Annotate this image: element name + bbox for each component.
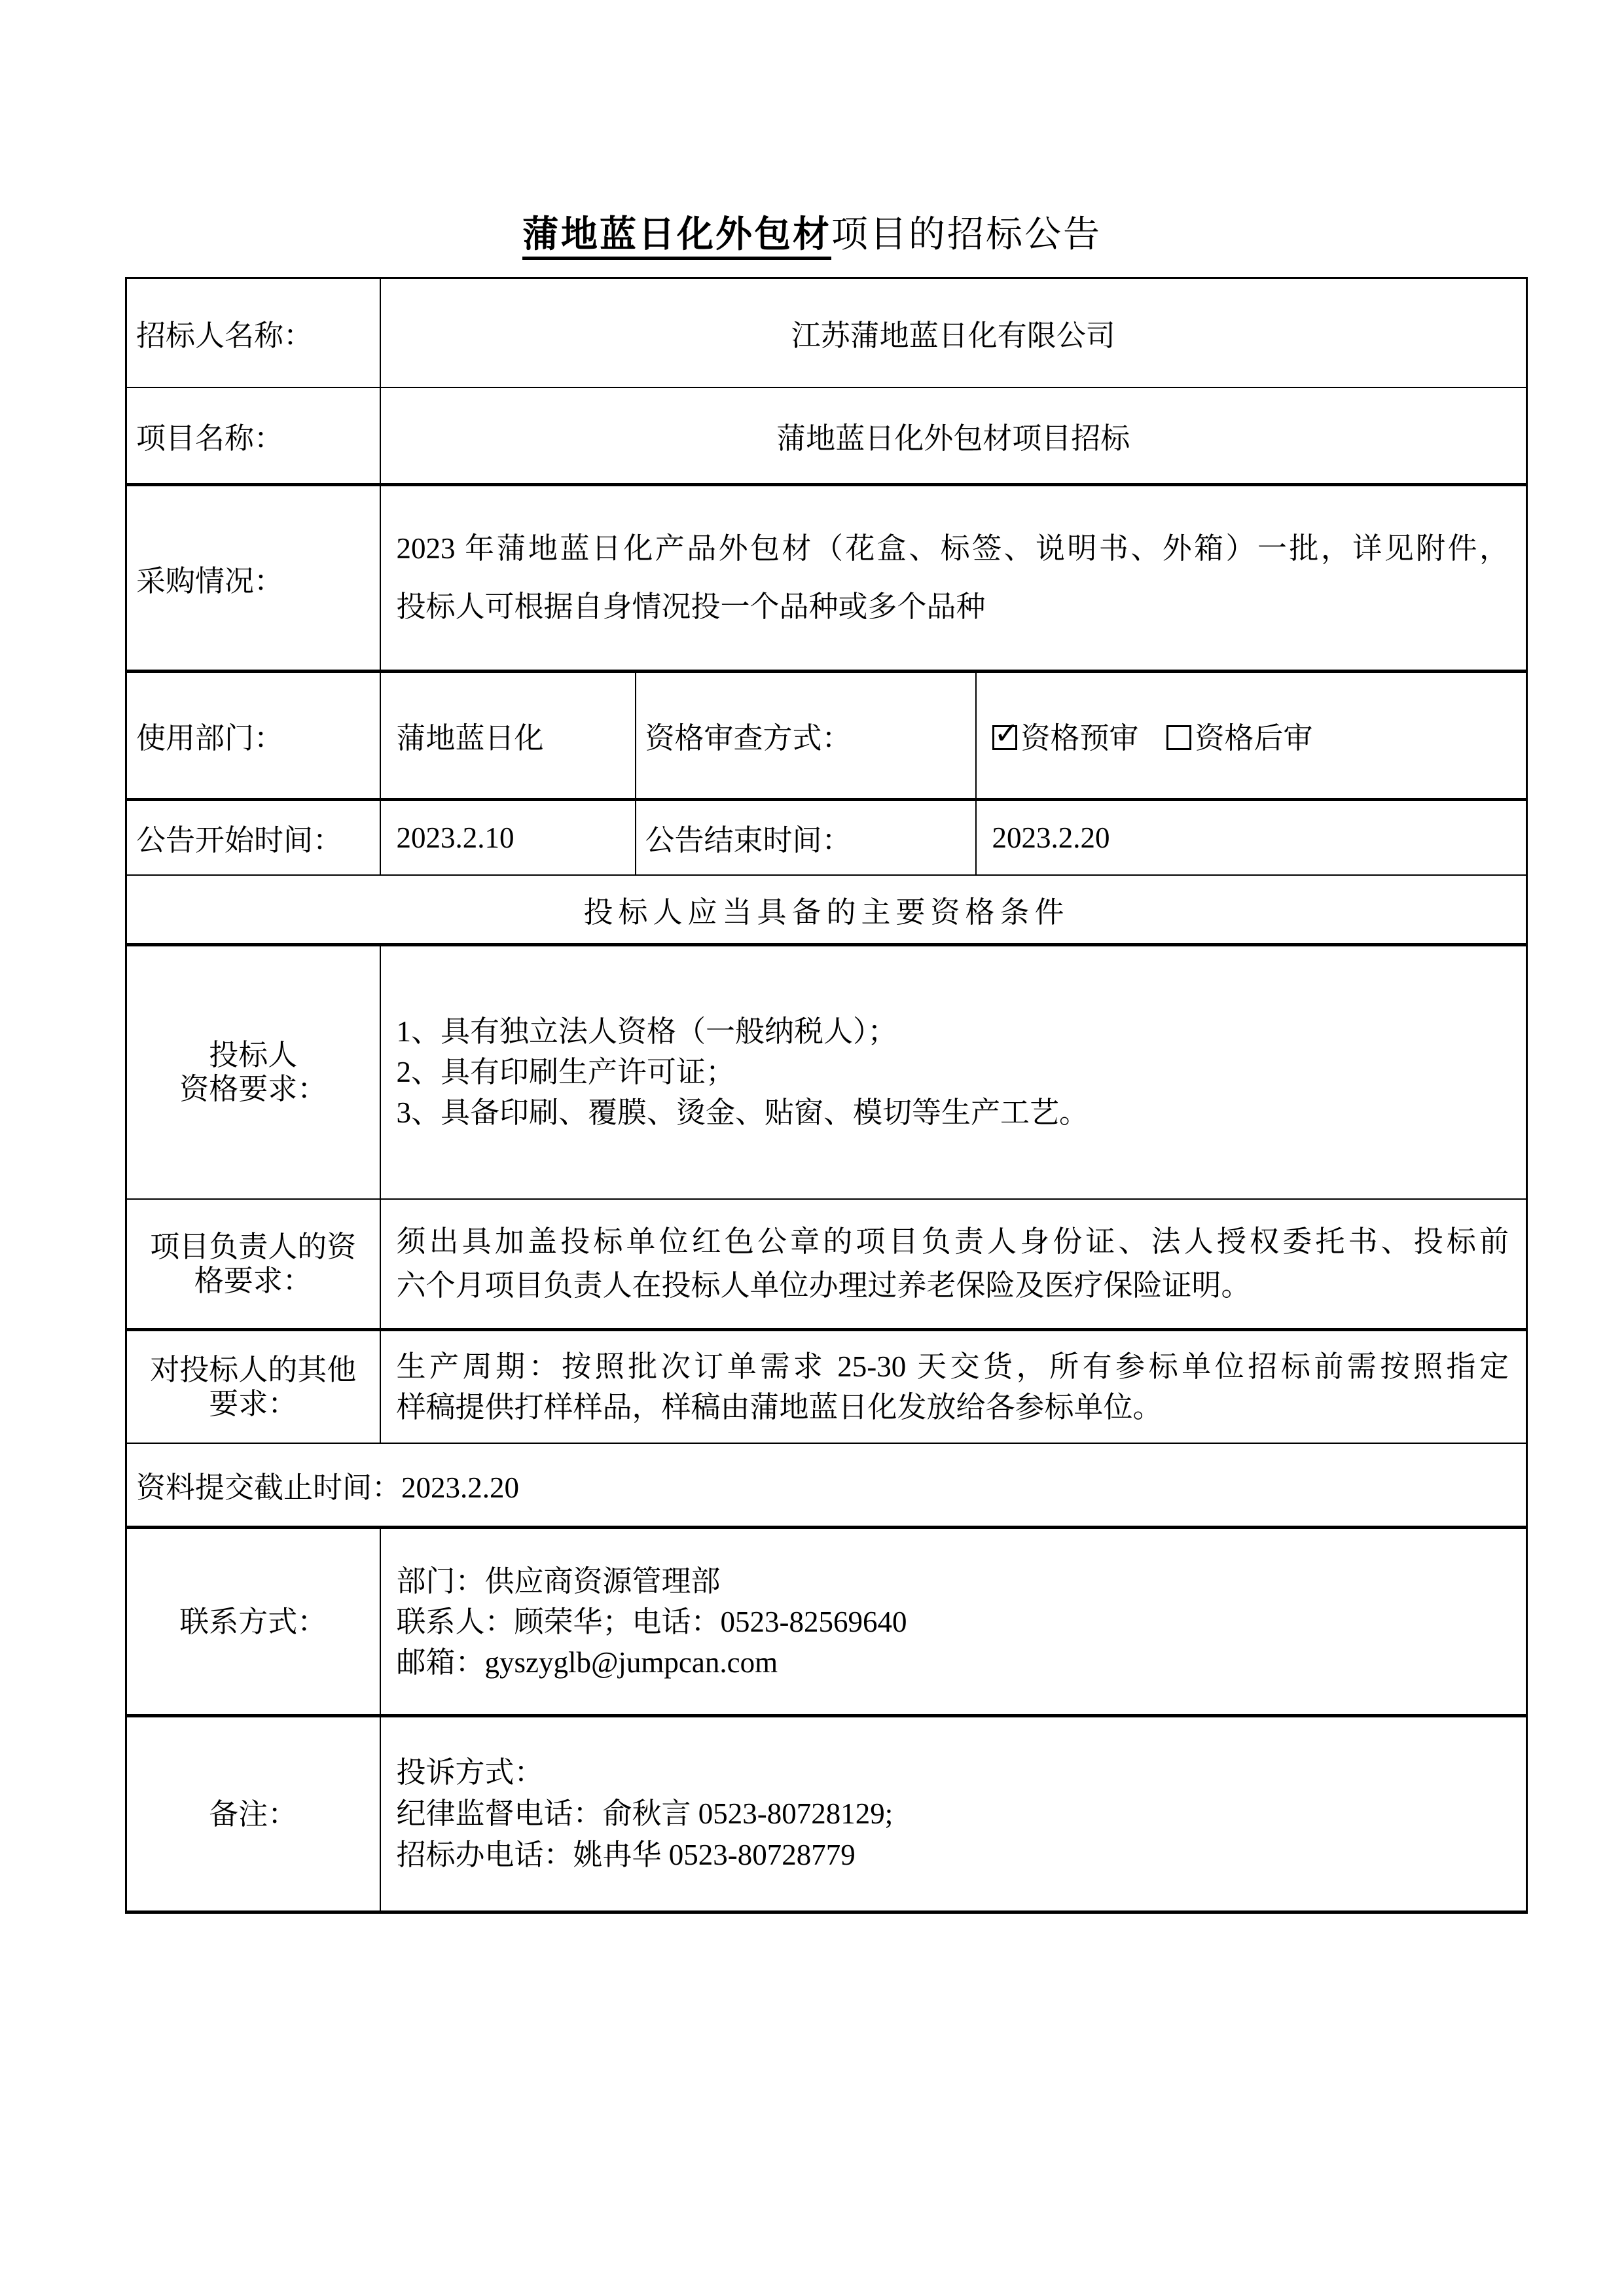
bidder-name-value: 江苏蒲地蓝日化有限公司 xyxy=(380,278,1527,387)
label-line: 项目负责人的资 xyxy=(150,1230,357,1263)
bidder-qualification-label xyxy=(126,945,380,1199)
other-requirements-value xyxy=(380,1330,1527,1443)
project-name-label: 项目名称： xyxy=(126,387,380,485)
qualification-review-options xyxy=(976,672,1527,800)
option-postqualification-label: 资格后审 xyxy=(1195,722,1313,755)
row-using-department xyxy=(126,672,1527,800)
procurement-value xyxy=(380,485,1527,672)
start-time-label: 公告开始时间： xyxy=(126,800,380,875)
bidder-qualification-items xyxy=(380,945,1527,1199)
row-other-requirements xyxy=(126,1330,1527,1443)
row-contact xyxy=(126,1528,1527,1716)
row-manager-qualification xyxy=(126,1199,1527,1330)
remarks-details xyxy=(380,1716,1527,1912)
section-heading: 投标人应当具备的主要资格条件 xyxy=(126,875,1527,945)
procurement-line: 投标人可根据自身情况投一个品种或多个品种 xyxy=(396,590,986,623)
project-name-value: 蒲地蓝日化外包材项目招标 xyxy=(380,387,1527,485)
option-prequalification-label: 资格预审 xyxy=(1020,722,1139,755)
qualification-item: 3、具备印刷、覆膜、烫金、贴窗、模切等生产工艺。 xyxy=(396,1096,1089,1130)
label-line: 格要求： xyxy=(194,1264,312,1297)
row-section-heading xyxy=(126,875,1527,945)
using-department-label: 使用部门： xyxy=(126,672,380,800)
remarks-line: 纪律监督电话：俞秋言 0523-80728129; xyxy=(396,1797,893,1830)
procurement-label: 采购情况： xyxy=(126,485,380,672)
row-bidder-qualification xyxy=(126,945,1527,1199)
label-line: 要求： xyxy=(209,1387,298,1420)
manager-qualification-line: 须出具加盖投标单位红色公章的项目负责人身份证、法人授权委托书、投标前 xyxy=(396,1225,1509,1258)
start-time-value: 2023.2.10 xyxy=(380,800,636,875)
checkbox-unchecked-icon xyxy=(1166,725,1191,750)
label-line: 对投标人的其他 xyxy=(150,1353,357,1386)
contact-line: 联系人：顾荣华；电话：0523-82569640 xyxy=(396,1605,907,1638)
end-time-label: 公告结束时间： xyxy=(636,800,976,875)
label-line: 投标人 xyxy=(209,1039,298,1072)
checkbox-checked-icon xyxy=(992,715,1020,751)
contact-line: 部门：供应商资源管理部 xyxy=(396,1564,721,1598)
option-postqualification xyxy=(1166,722,1313,755)
remarks-label: 备注： xyxy=(126,1716,380,1912)
other-requirements-label xyxy=(126,1330,380,1443)
row-submission-deadline xyxy=(126,1443,1527,1528)
page-title xyxy=(0,213,1624,257)
using-department-value: 蒲地蓝日化 xyxy=(380,672,636,800)
row-procurement xyxy=(126,485,1527,672)
row-remarks xyxy=(126,1716,1527,1912)
submission-deadline-text: 资料提交截止时间：2023.2.20 xyxy=(126,1443,1527,1528)
tender-info-table xyxy=(125,277,1528,1914)
procurement-line: 2023 年蒲地蓝日化产品外包材（花盒、标签、说明书、外箱）一批，详见附件， xyxy=(396,532,1509,565)
contact-details xyxy=(380,1528,1527,1716)
qualification-review-label: 资格审查方式： xyxy=(636,672,976,800)
qualification-item: 1、具有独立法人资格（一般纳税人）； xyxy=(396,1015,897,1049)
label-line: 资格要求： xyxy=(179,1073,327,1106)
manager-qualification-value xyxy=(380,1199,1527,1330)
other-requirements-line: 生产周期：按照批次订单需求 25-30 天交货，所有参标单位招标前需按照指定 xyxy=(396,1350,1509,1383)
remarks-line: 招标办电话：姚冉华 0523-80728779 xyxy=(396,1839,856,1871)
end-time-value: 2023.2.20 xyxy=(976,800,1527,875)
contact-line: 邮箱：gyszyglb@jumpcan.com xyxy=(396,1645,778,1679)
contact-label: 联系方式： xyxy=(126,1528,380,1716)
bidder-name-label: 招标人名称： xyxy=(126,278,380,387)
manager-qualification-label xyxy=(126,1199,380,1330)
row-announcement-dates xyxy=(126,800,1527,875)
row-project-name xyxy=(126,387,1527,485)
row-bidder-name xyxy=(126,278,1527,387)
manager-qualification-line: 六个月项目负责人在投标人单位办理过养老保险及医疗保险证明。 xyxy=(396,1268,1251,1302)
option-prequalification xyxy=(992,715,1139,755)
title-rest-text: 项目的招标公告 xyxy=(831,215,1102,255)
title-emphasized-text: 蒲地蓝日化外包材 xyxy=(522,215,831,260)
remarks-line: 投诉方式： xyxy=(396,1756,544,1789)
qualification-item: 2、具有印刷生产许可证； xyxy=(396,1056,736,1089)
check-mark-icon: ✓ xyxy=(994,715,1020,751)
other-requirements-line: 样稿提供打样样品，样稿由蒲地蓝日化发放给各参标单位。 xyxy=(396,1390,1163,1424)
